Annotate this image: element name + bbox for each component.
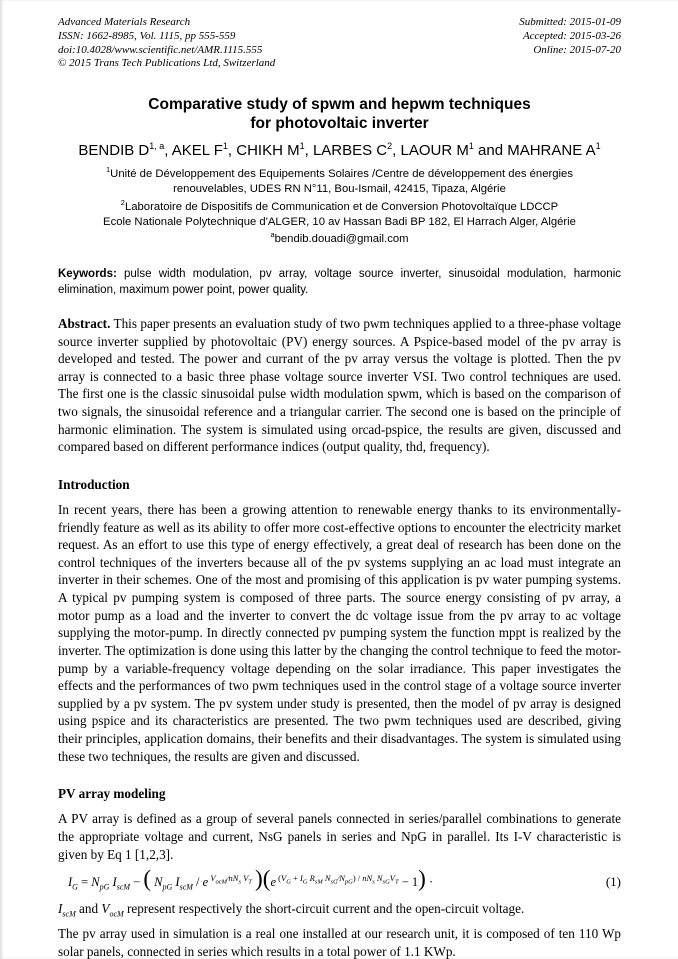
authors-line: BENDIB D$^{1, a}$, AKEL $F^1$, CHIKH $M^1$, LARBES $C^2$, LAOUR $M^1$ and MAHRANE $A^1$ xyxy=(78,140,601,159)
affiliation-1-line2: renouvelables, UDES RN N°11, Bou-Ismail, 42415, Tipaza, Algérie xyxy=(173,183,506,196)
pv-array-description: The pv array used in simulation is a real one installed at our research unit, it is composed of ten 110 Wp solar panels, connected in series which results in a total power of 1.1 KWp. xyxy=(58,926,621,959)
affiliation-2-line2: Ecole Nationale Polytechnique d'ALGER, 10 av Hassan Badi BP 182, El Harrach Alger, Algérie xyxy=(103,215,576,228)
paper-title xyxy=(58,95,621,134)
equation-1-number: (1) xyxy=(605,874,621,890)
author-email: $^a$bendib.douadi@gmail.com xyxy=(270,230,409,245)
pv-modeling-heading: PV array modeling xyxy=(58,786,166,802)
equation-1-row xyxy=(58,866,621,893)
affiliation-1-line1: $^1$Unité de Développement des Equipements Solaires /Centre de développement des énergies xyxy=(105,165,573,181)
accepted-date: Accepted: 2015-03-26 xyxy=(522,29,621,42)
journal-name: Advanced Materials Research xyxy=(58,16,191,28)
keywords-label: Keywords: xyxy=(58,268,117,281)
abstract-text: This paper presents an evaluation study of two pwm techniques applied to a three-phase voltage source inverter supplied by photovoltaic (PV) energy sources. A Pspice-based model of the pv array is developed and tested. The power and currant of the pv array versus the voltage is plotted. Then the pv array is connected to a basic three phase voltage source inverter VSI. Two control techniques are used. The first one is the classic sinusoidal pulse width modulation spwm, which is based on the comparison of two signals, the sinusoidal reference and a triangular carrier. The second one is based on the principle of harmonic elimination. The system is simulated using orcad-pspice, the results are given, discussed and compared based on different performance indices (output quality, thd, frequency). xyxy=(58,315,621,455)
journal-copyright: © 2015 Trans Tech Publications Ltd, Switzerland xyxy=(58,57,276,70)
abstract-label: Abstract. xyxy=(58,315,111,331)
online-date: Online: 2015-07-20 xyxy=(533,43,621,56)
abstract-paragraph xyxy=(58,315,621,456)
keywords-text: pulse width modulation, pv array, voltage source inverter, sinusoidal modulation, harmonic elimination, maximum power point, power quality. xyxy=(58,268,621,296)
paper-title-line2: for photovoltaic inverter xyxy=(250,115,429,133)
keywords-paragraph xyxy=(58,267,621,298)
equation-1: $I_G = N_{pG}$ $I_{scM}$ − ( $N_{pG}$ $I_{scM}$ / e $^{V_{ocM}⁄nN_s V_T}$ )(e $^{(V_G + I_G R_{sM} N_{sG}⁄N_{pG}) / nN_s N_{sG}V_T}$ − 1) · xyxy=(68,866,434,893)
introduction-body: In recent years, there has been a growing attention to renewable energy thanks to its environmentally-friendly feature as well as its ability to offer more cost-effective options to encounter the electricity market request. As an effort to use this type of energy effectively, a great deal of research has been done on the control techniques of the inverters because all of the pv systems supplying an ac load must integrate an inverter in their schemes. One of the most and promising of this application is pv water pumping systems. A typical pv pumping system is composed of three parts. The source energy consisting of pv array, a motor pump as a load and the inverter to convert the dc voltage issue from the pv array to ac voltage supplying the motor-pump. In directly connected pv pumping system the function mppt is realized by the inverter. The optimization is done using this latter by the changing the control technique to feed the motor-pump by a variable-frequency voltage depending on the solar irradiance. This paper investigates the effects and the performances of two pwm techniques used in the control stage of a voltage source inverter supplied by a pv system. The pv system under study is presented, then the model of pv array is designed using pspice and its characteristics are presented. The two pwm techniques used are described, giving their principles, application domains, their benefits and their disadvantages. The system is simulated using these two techniques, the results are given and discussed. xyxy=(58,501,621,764)
affiliation-2-line1: $^2$Laboratoire de Dispositifs de Communication et de Conversion Photovoltaïque LDCCP xyxy=(120,197,559,213)
introduction-heading: Introduction xyxy=(58,476,130,492)
affiliations xyxy=(58,165,621,247)
pv-modeling-body: A PV array is defined as a group of several panels connected in series/parallel combinations to generate the appropriate voltage and current, NsG panels in series and NpG in parallel. Its I-V characteristic is given by Eq 1 [1,2,3]. xyxy=(58,811,621,862)
journal-doi: doi:10.4028/www.scientific.net/AMR.1115.555 xyxy=(58,43,263,56)
submission-dates xyxy=(519,16,621,71)
journal-issn-volume: ISSN: 1662-8985, Vol. 1115, pp 555-559 xyxy=(58,29,236,42)
submitted-date: Submitted: 2015-01-09 xyxy=(519,16,621,28)
journal-info xyxy=(58,16,275,71)
paper-title-line1: Comparative study of spwm and hepwm techniques xyxy=(148,96,531,113)
page-header xyxy=(58,16,621,71)
variables-definition: $I_{scM}$ and $V_{ocM}$ represent respectively the short-circuit current and the open-circuit voltage. xyxy=(58,900,525,919)
